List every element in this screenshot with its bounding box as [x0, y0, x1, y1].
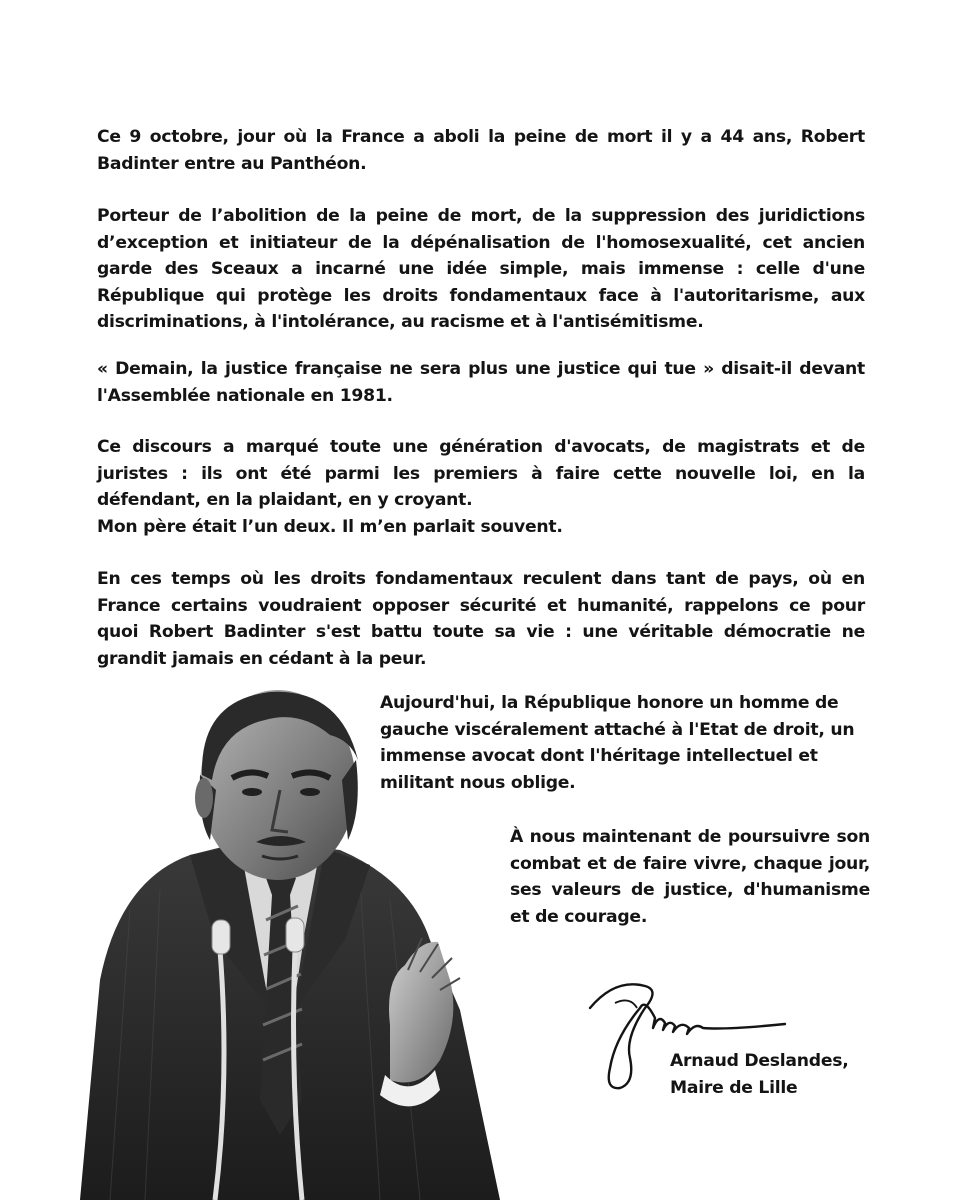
paragraph-generation [97, 434, 865, 540]
paragraph-call-to-action: À nous maintenant de poursuivre son combat et de faire vivre, chaque jour, ses valeurs de justice, d'humanisme et de courage. [510, 827, 870, 927]
paragraph-intro: Ce 9 octobre, jour où la France a aboli la peine de mort il y a 44 ans, Robert Badinter entre au Panthéon. [97, 127, 865, 174]
signatory-title: Maire de Lille [670, 1077, 798, 1098]
paragraph-generation-father: Mon père était l’un deux. Il m’en parlait souvent. [97, 516, 563, 537]
signature-block [670, 1048, 849, 1101]
paragraph-quote: « Demain, la justice française ne sera plus une justice qui tue » disait-il devant l'Assemblée nationale en 1981. [97, 359, 865, 406]
signatory-name: Arnaud Deslandes, [670, 1051, 849, 1071]
paragraph-legacy: Porteur de l’abolition de la peine de mort, de la suppression des juridictions d’exception et initiateur de la dépénalisation de l'homosexualité, cet ancien garde des Sceaux a incarné une idée simple, mais immense : celle d'une République qui protège les droits fondamentaux face à l'autoritarisme, aux discriminations, à l'intolérance, au racisme et à l'antisémitisme. [97, 206, 865, 332]
paragraph-generation-main: Ce discours a marqué toute une génération d'avocats, de magistrats et de juristes : ils ont été parmi les premiers à faire cette nouvelle loi, en la défendant, en la plaidant, en y croyant. [97, 437, 865, 510]
paragraph-homage: Aujourd'hui, la République honore un homme de gauche viscéralement attaché à l'Etat de droit, un immense avocat dont l'héritage intellectuel et militant nous oblige. [380, 693, 855, 793]
paragraph-democracy: En ces temps où les droits fondamentaux reculent dans tant de pays, où en France certains voudraient opposer sécurité et humanité, rappelons ce pour quoi Robert Badinter s'est battu toute sa vie : une véritable démocratie ne grandit jamais en cédant à la peur. [97, 569, 865, 669]
